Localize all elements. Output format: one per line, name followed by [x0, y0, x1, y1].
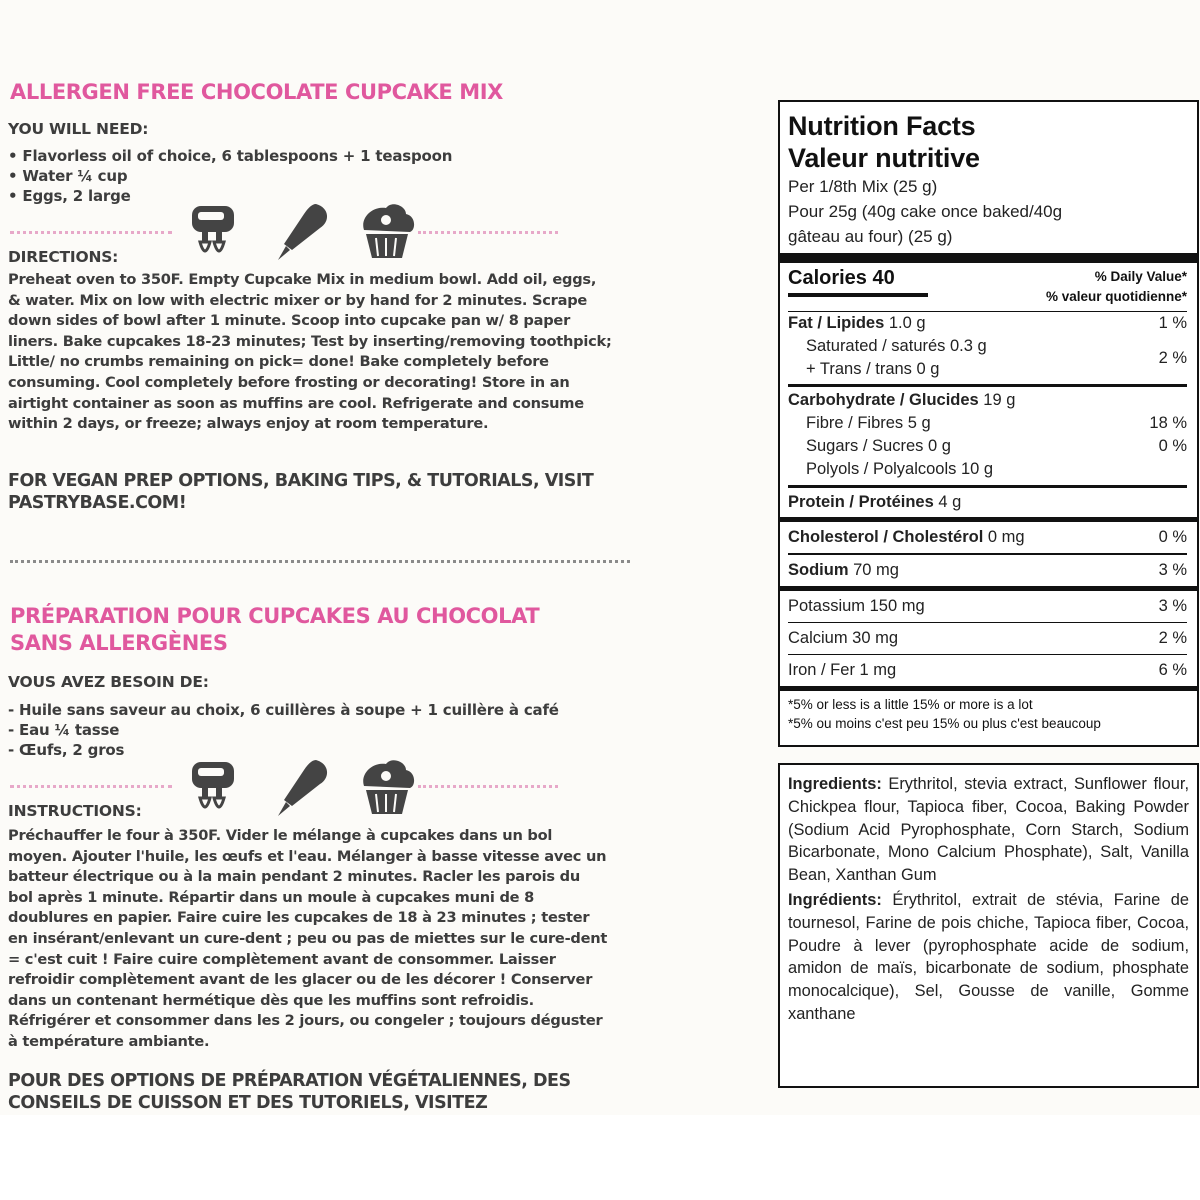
- daily-value-fr: % valeur quotidienne*: [1045, 289, 1187, 304]
- list-item: • Flavorless oil of choice, 6 tablespoons + 1 teaspoon: [8, 147, 453, 165]
- calcium-dv: 2 %: [1158, 629, 1187, 647]
- list-item: - Œufs, 2 gros: [8, 741, 125, 759]
- french-title: PRÉPARATION POUR CUPCAKES AU CHOCOLAT SANS ALLERGÈNES: [10, 604, 540, 655]
- french-cta: POUR DES OPTIONS DE PRÉPARATION VÉGÉTALIENNES, DES CONSEILS DE CUISSON ET DES TUTORIELS, VISITEZ: [8, 1071, 571, 1113]
- you-will-need-list: [8, 146, 568, 206]
- daily-value-header: [1046, 265, 1187, 307]
- hand-mixer-icon: [188, 756, 250, 818]
- instructions-text: Préchauffer le four à 350F. Vider le mélange à cupcakes dans un bol moyen. Ajouter l'huile, les œufs et l'eau. Mélanger à basse vitesse avec un batteur électrique ou à la main pendant 2 minutes. Racler les parois du bol après 1 minute. Répartir dans un moule à cupcakes muni de 8 doublures en papier. Faire cuire les cupcakes de 18 à 23 minutes ; tester en insérant/enlevant un cure-dent ; peu ou pas de miettes sur le cure-dent = c'est cuit ! Faire cuire complètement avant de consommer. Laisser refroidir complètement avant de les glacer ou de les décorer ! Conserver dans un contenant hermétique dès que les muffins sont refroidis. Réfrigérer et consommer dans les 2 jours, ou congeler ; toujours déguster à température ambiante.: [8, 827, 608, 1050]
- sugars: Sugars / Sucres 0 g: [806, 437, 951, 455]
- divider-dots: [10, 785, 172, 788]
- nutrition-facts-table: [778, 100, 1199, 747]
- cupcake-icon: [356, 756, 418, 818]
- list-item: - Huile sans saveur au choix, 6 cuillères à soupe + 1 cuillère à café: [8, 701, 559, 719]
- polyols: Polyols / Polyalcools 10 g: [806, 460, 994, 478]
- english-title: ALLERGEN FREE CHOCOLATE CUPCAKE MIX: [10, 80, 503, 104]
- ingredients-en-text: Erythritol, stevia extract, Sunflower flour, Chickpea flour, Tapioca fiber, Cocoa, Baking Powder (Sodium Acid Pyrophosphate, Corn Starch, Sodium Bicarbonate, Mono Calcium Phosphate), Salt, Vanilla Bean, Xanthan Gum: [788, 775, 1189, 885]
- sodium-dv: 3 %: [1158, 561, 1187, 579]
- serving-size: Per 1/8th Mix (25 g): [788, 177, 938, 196]
- carb-row: [788, 384, 1187, 412]
- sugars-row: [788, 435, 1187, 458]
- potassium-row: [788, 591, 1187, 622]
- calcium: Calcium 30 mg: [788, 629, 899, 647]
- divider-dots: [418, 231, 558, 234]
- calories-row: [788, 263, 1187, 307]
- cholesterol-row: [788, 522, 1187, 553]
- ingredients-fr-text: Érythritol, extrait de stévia, Farine de tournesol, Farine de pois chiche, Tapioca fiber, Cocoa, Poudre à lever (pyrophosphate acide de sodium, amidon de maïs, bicarbonate de sodium, phosphate monocalcique), Sel, Gousse de vanille, Gomme xanthane: [788, 890, 1189, 1023]
- sat-trans-dv: 2 %: [1158, 348, 1187, 367]
- cholesterol-label: Cholesterol / Cholestérol: [788, 528, 984, 546]
- fat-dv: 1 %: [1158, 314, 1187, 332]
- serving-size-fr-cont: gâteau au four) (25 g): [788, 227, 953, 246]
- iron: Iron / Fer 1 mg: [788, 661, 897, 679]
- fibre: Fibre / Fibres 5 g: [806, 414, 931, 432]
- ingredients-fr-label: Ingrédients:: [788, 890, 882, 909]
- ingredients-box: [778, 763, 1199, 1088]
- potassium: Potassium 150 mg: [788, 597, 925, 615]
- carb-amount: 19 g: [978, 391, 1016, 409]
- piping-bag-icon: [272, 756, 334, 818]
- nutrition-title-fr: Valeur nutritive: [788, 143, 980, 173]
- protein-row: [788, 485, 1187, 517]
- english-icons: [188, 200, 418, 262]
- list-item: • Eggs, 2 large: [8, 187, 131, 205]
- sat-trans-row: [788, 335, 1187, 381]
- daily-value-en: % Daily Value*: [1094, 269, 1187, 284]
- piping-bag-icon: [272, 200, 334, 262]
- potassium-dv: 3 %: [1158, 597, 1187, 615]
- cholesterol-amount: 0 mg: [983, 528, 1025, 546]
- directions-heading: DIRECTIONS:: [8, 248, 119, 266]
- calories-underline: [788, 293, 928, 297]
- sodium-row: [788, 553, 1187, 586]
- footnote-fr: *5% ou moins c'est peu 15% ou plus c'est beaucoup: [788, 716, 1101, 731]
- fibre-dv: 18 %: [1149, 414, 1187, 432]
- protein-amount: 4 g: [933, 493, 962, 511]
- ingredients-en: [788, 773, 1189, 887]
- trans: + Trans / trans 0 g: [806, 360, 940, 378]
- fat-label: Fat / Lipides: [788, 314, 885, 332]
- divider-thick: [780, 253, 1197, 263]
- cholesterol-dv: 0 %: [1158, 528, 1187, 546]
- iron-row: [788, 654, 1187, 686]
- instructions-heading: INSTRUCTIONS:: [8, 802, 142, 820]
- footnote: [788, 691, 1187, 733]
- list-item: - Eau ¼ tasse: [8, 721, 120, 739]
- divider-dots: [10, 231, 172, 234]
- ingredients-fr: [788, 889, 1189, 1026]
- directions-text: Preheat oven to 350F. Empty Cupcake Mix in medium bowl. Add oil, eggs, & water. Mix on low with electric mixer or by hand for 2 minutes. Scrape down sides of bowl after 1 minute. Scoop into cupcake pan w/ 8 paper liners. Bake cupcakes 18-23 minutes; Test by inserting/removing toothpick; Little/ no crumbs remaining on pick= done! Bake completely before consuming. Cool completely before frosting or decorating! Store in an airtight container as soon as muffins are cool. Refrigerate and consume within 2 days, or freeze; always enjoy at room temperature.: [8, 271, 612, 433]
- sodium-amount: 70 mg: [848, 561, 899, 579]
- calories: Calories 40: [788, 267, 895, 289]
- section-divider: [10, 560, 630, 563]
- nutrition-title-en: Nutrition Facts: [788, 111, 976, 141]
- protein-label: Protein / Protéines: [788, 493, 934, 511]
- calcium-row: [788, 622, 1187, 654]
- serving-size-fr: Pour 25g (40g cake once baked/40g: [788, 202, 1063, 221]
- you-will-need-heading: YOU WILL NEED:: [8, 120, 149, 138]
- carb-label: Carbohydrate / Glucides: [788, 391, 979, 409]
- ingredients-en-label: Ingredients:: [788, 775, 882, 793]
- cupcake-icon: [356, 200, 418, 262]
- french-icons: [188, 756, 418, 818]
- divider-dots: [418, 785, 558, 788]
- fat-amount: 1.0 g: [884, 314, 926, 332]
- hand-mixer-icon: [188, 200, 250, 262]
- list-item: • Water ¼ cup: [8, 167, 128, 185]
- fat-row: [788, 311, 1187, 335]
- saturated: Saturated / saturés 0.3 g: [806, 337, 987, 355]
- sodium-label: Sodium: [788, 561, 849, 579]
- english-cta: FOR VEGAN PREP OPTIONS, BAKING TIPS, & TUTORIALS, VISIT PASTRYBASE.COM!: [8, 471, 594, 513]
- iron-dv: 6 %: [1158, 661, 1187, 679]
- footnote-en: *5% or less is a little 15% or more is a lot: [788, 697, 1033, 712]
- vous-avez-besoin-heading: VOUS AVEZ BESOIN DE:: [8, 673, 209, 691]
- fibre-row: [788, 412, 1187, 435]
- sugars-dv: 0 %: [1158, 437, 1187, 455]
- vous-avez-besoin-list: [8, 700, 608, 760]
